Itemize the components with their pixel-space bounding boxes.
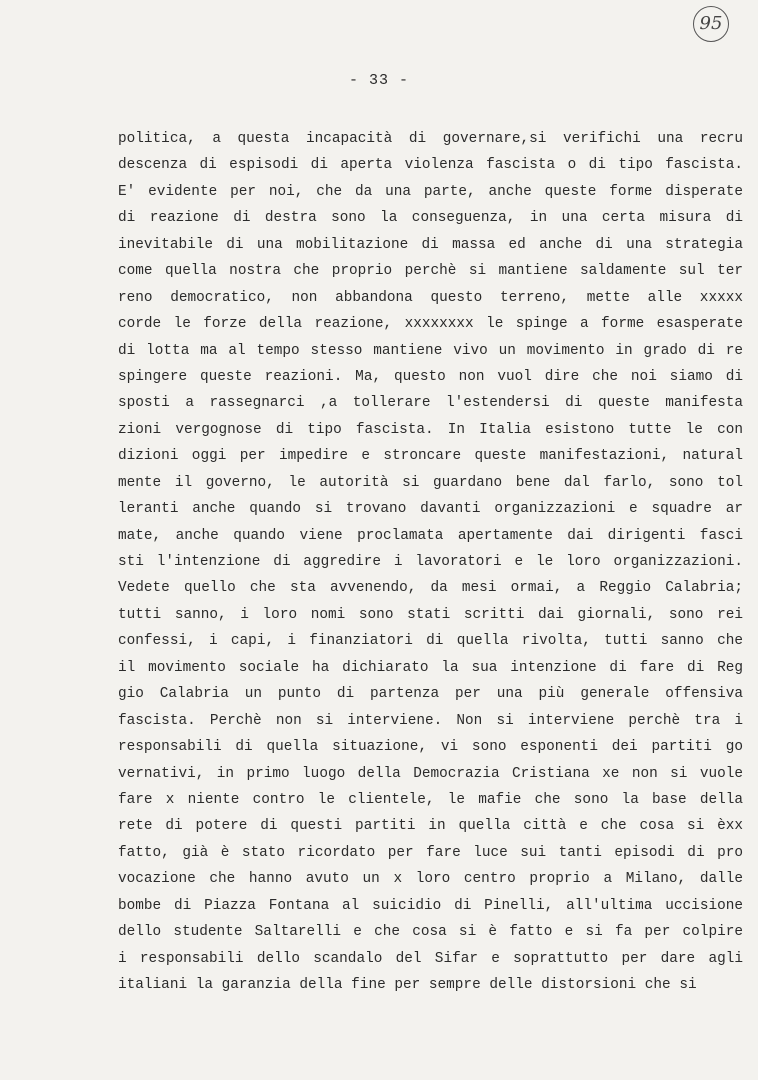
text-line: come quella nostra che proprio perchè si mantiene saldamente sul ter xyxy=(118,263,743,280)
text-line: corde le forze della reazione, xxxxxxxx le spinge a forme esasperate xyxy=(118,316,743,333)
text-line: reno democratico, non abbandona questo terreno, mette alle xxxxx xyxy=(118,289,743,306)
text-line: zioni vergognose di tipo fascista. In Italia esistono tutte le con xyxy=(118,421,743,438)
text-line: fatto, già è stato ricordato per fare luce sui tanti episodi di pro xyxy=(118,844,743,861)
text-line: dizioni oggi per impedire e stroncare queste manifestazioni, natural xyxy=(118,448,743,465)
text-line: vernativi, in primo luogo della Democrazia Cristiana xe non si vuole xyxy=(118,765,743,782)
text-line: gio Calabria un punto di partenza per una più generale offensiva xyxy=(118,686,743,703)
text-line: vocazione che hanno avuto un x loro centro proprio a Milano, dalle xyxy=(118,871,743,888)
text-line: responsabili di quella situazione, vi sono esponenti dei partiti go xyxy=(118,739,743,756)
text-line: il movimento sociale ha dichiarato la sua intenzione di fare di Reg xyxy=(118,659,743,676)
text-line: spingere queste reazioni. Ma, questo non vuol dire che noi siamo di xyxy=(118,368,743,385)
text-line: Vedete quello che sta avvenendo, da mesi ormai, a Reggio Calabria; xyxy=(118,580,743,597)
text-line: descenza di espisodi di aperta violenza fascista o di tipo fascista. xyxy=(118,157,743,174)
text-line: di reazione di destra sono la conseguenza, in una certa misura di xyxy=(118,210,743,227)
text-line: rete di potere di questi partiti in quella città e che cosa si èxx xyxy=(118,818,743,835)
text-line: mate, anche quando viene proclamata apertamente dai dirigenti fasci xyxy=(118,527,743,544)
page-number: - 33 - xyxy=(348,72,409,89)
text-line: bombe di Piazza Fontana al suicidio di Pinelli, all'ultima uccisione xyxy=(118,897,743,914)
text-line: mente il governo, le autorità si guardano bene dal farlo, sono tol xyxy=(118,474,743,491)
text-line: fare x niente contro le clientele, le mafie che sono la base della xyxy=(118,791,743,808)
text-line: dello studente Saltarelli e che cosa si è fatto e si fa per colpire xyxy=(118,924,743,941)
text-line: politica, a questa incapacità di governare,si verifichi una recru xyxy=(118,131,743,147)
archive-page-stamp: 95 xyxy=(693,6,729,42)
text-line: di lotta ma al tempo stesso mantiene vivo un movimento in grado di re xyxy=(118,342,743,359)
text-line: confessi, i capi, i finanziatori di quella rivolta, tutti sanno che xyxy=(118,633,743,650)
body-text xyxy=(118,126,743,998)
text-line: tutti sanno, i loro nomi sono stati scritti dai giornali, sono rei xyxy=(118,606,743,623)
text-line: i responsabili dello scandalo del Sifar e soprattutto per dare agli xyxy=(118,950,743,967)
text-line: italiani la garanzia della fine per sempre delle distorsioni che si xyxy=(118,977,697,993)
text-line: leranti anche quando si trovano davanti organizzazioni e squadre ar xyxy=(118,501,743,518)
text-line: inevitabile di una mobilitazione di massa ed anche di una strategia xyxy=(118,236,743,253)
text-line: sposti a rassegnarci ,a tollerare l'estendersi di queste manifesta xyxy=(118,395,743,412)
text-line: sti l'intenzione di aggredire i lavoratori e le loro organizzazioni. xyxy=(118,554,743,570)
text-line: fascista. Perchè non si interviene. Non si interviene perchè tra i xyxy=(118,712,743,729)
text-line: E' evidente per noi, che da una parte, anche queste forme disperate xyxy=(118,183,743,200)
